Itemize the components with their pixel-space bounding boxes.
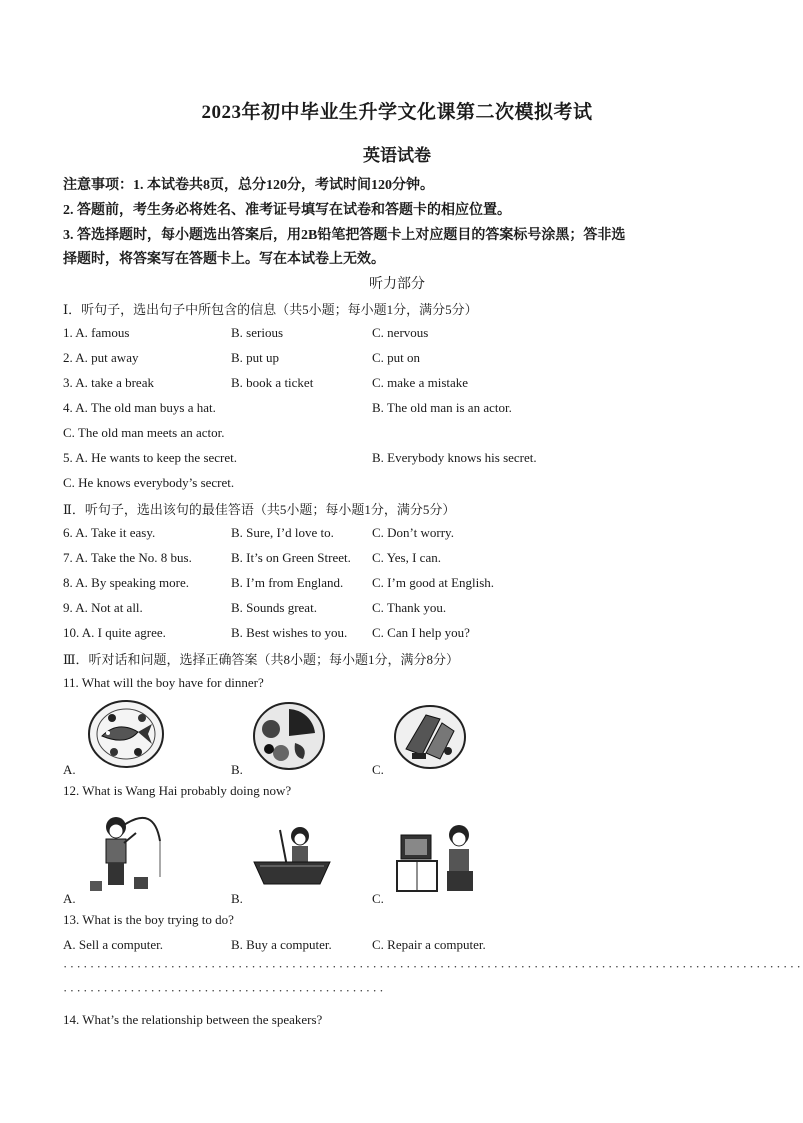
boy-at-computer-image: [393, 823, 483, 895]
q12-option-a: A.: [63, 891, 76, 906]
q11-option-a: A.: [63, 762, 76, 777]
q14-stem: 14. What’s the relationship between the speakers?: [63, 1012, 323, 1027]
fish-plate-image: [86, 698, 166, 770]
q8-option-b: B. I’m from England.: [231, 575, 344, 590]
q10-option-a: 10. A. I quite agree.: [63, 625, 166, 640]
section-3-title: Ⅲ．听对话和问题，选择正确答案（共8小题；每小题1分，满分8分）: [63, 652, 460, 667]
dotted-separator: ··············································································································: [63, 959, 803, 974]
exam-subtitle: 英语试卷: [363, 146, 431, 165]
fruit-plate-image: [251, 701, 327, 771]
q9-option-b: B. Sounds great.: [231, 600, 317, 615]
q12-stem: 12. What is Wang Hai probably doing now?: [63, 783, 292, 798]
q3-option-a: 3. A. take a break: [63, 375, 154, 390]
q9-option-a: 9. A. Not at all.: [63, 600, 143, 615]
bread-plate-image: [392, 703, 468, 771]
q9-option-c: C. Thank you.: [372, 600, 447, 615]
notice-line-3a: 3. 答选择题时，每小题选出答案后，用2B铅笔把答题卡上对应题目的答案标号涂黑；答非选: [63, 228, 626, 243]
exam-title: 2023年初中毕业生升学文化课第二次模拟考试: [201, 102, 593, 123]
q12-option-c: C.: [372, 891, 384, 906]
notice-line-3b: 择题时，将答案写在答题卡上。写在本试卷上无效。: [63, 252, 385, 267]
q5-option-c: C. He knows everybody’s secret.: [63, 475, 235, 490]
q7-option-c: C. Yes, I can.: [372, 550, 441, 565]
q1-option-a: 1. A. famous: [63, 325, 130, 340]
q8-option-a: 8. A. By speaking more.: [63, 575, 190, 590]
q8-option-c: C. I’m good at English.: [372, 575, 495, 590]
q6-option-b: B. Sure, I’d love to.: [231, 525, 334, 540]
boy-rowing-boat-image: [250, 822, 334, 892]
q10-option-c: C. Can I help you?: [372, 625, 470, 640]
q11-option-c: C.: [372, 762, 384, 777]
q3-option-b: B. book a ticket: [231, 375, 314, 390]
q11-stem: 11. What will the boy have for dinner?: [63, 675, 264, 690]
q12-option-b: B.: [231, 891, 243, 906]
q13-option-c: C. Repair a computer.: [372, 937, 486, 952]
q11-option-b: B.: [231, 762, 243, 777]
q13-stem: 13. What is the boy trying to do?: [63, 912, 234, 927]
dotted-separator-2: ················································: [63, 983, 386, 998]
q6-option-a: 6. A. Take it easy.: [63, 525, 156, 540]
q7-option-b: B. It’s on Green Street.: [231, 550, 351, 565]
q3-option-c: C. make a mistake: [372, 375, 469, 390]
q1-option-c: C. nervous: [372, 325, 429, 340]
q2-option-c: C. put on: [372, 350, 421, 365]
q4-option-b: B. The old man is an actor.: [372, 400, 512, 415]
q10-option-b: B. Best wishes to you.: [231, 625, 348, 640]
q2-option-a: 2. A. put away: [63, 350, 139, 365]
q4-option-a: 4. A. The old man buys a hat.: [63, 400, 216, 415]
q1-option-b: B. serious: [231, 325, 283, 340]
q5-option-b: B. Everybody knows his secret.: [372, 450, 537, 465]
section-1-title: Ⅰ．听句子，选出句子中所包含的信息（共5小题；每小题1分，满分5分）: [63, 302, 478, 317]
q5-option-a: 5. A. He wants to keep the secret.: [63, 450, 238, 465]
listening-heading: 听力部分: [369, 277, 425, 292]
q13-option-a: A. Sell a computer.: [63, 937, 164, 952]
boy-fishing-image: [84, 805, 164, 895]
q7-option-a: 7. A. Take the No. 8 bus.: [63, 550, 192, 565]
section-2-title: Ⅱ．听句子，选出该句的最佳答语（共5小题；每小题1分，满分5分）: [63, 502, 456, 517]
q6-option-c: C. Don’t worry.: [372, 525, 454, 540]
q13-option-b: B. Buy a computer.: [231, 937, 332, 952]
notice-line-2: 2. 答题前，考生务必将姓名、准考证号填写在试卷和答题卡的相应位置。: [63, 203, 511, 218]
notice-line-1: 注意事项：1. 本试卷共8页，总分120分，考试时间120分钟。: [63, 178, 434, 193]
q4-option-c: C. The old man meets an actor.: [63, 425, 225, 440]
q2-option-b: B. put up: [231, 350, 280, 365]
